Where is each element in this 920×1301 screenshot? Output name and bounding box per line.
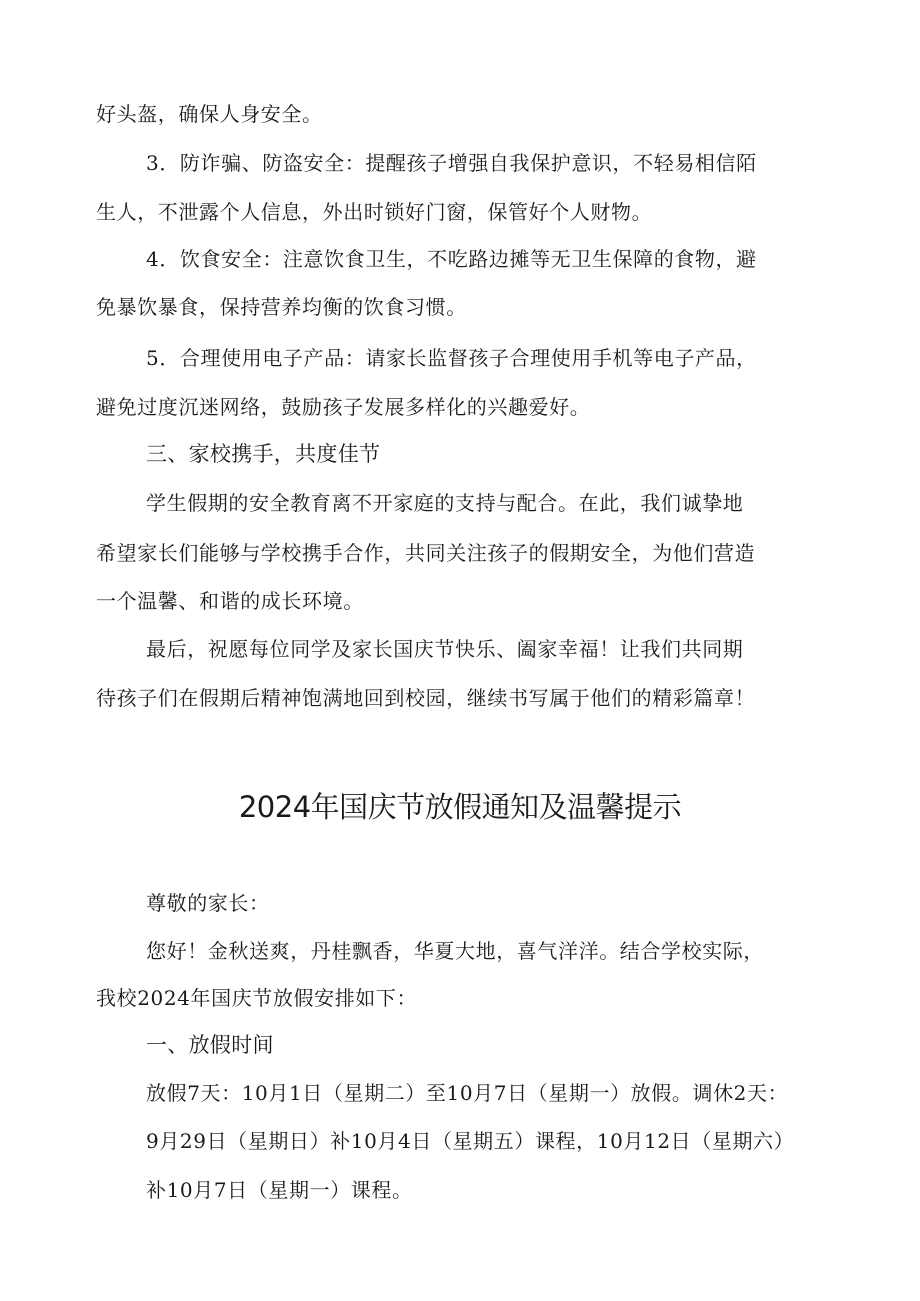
intro-line: 我校2024年国庆节放假安排如下：	[96, 986, 418, 1010]
greeting: 尊敬的家长：	[146, 891, 270, 915]
schedule-line: 放假7天：10月1日（星期二）至10月7日（星期一）放假。调休2天：	[146, 1081, 789, 1105]
paragraph-line: 一个温馨、和谐的成长环境。	[96, 589, 364, 613]
schedule-line: 9月29日（星期日）补10月4日（星期五）课程，10月12日（星期六）	[146, 1129, 795, 1153]
section-heading-holiday-time: 一、放假时间	[146, 1033, 274, 1057]
schedule-line: 补10月7日（星期一）课程。	[146, 1178, 413, 1202]
notice-title: 2024年国庆节放假通知及温馨提示	[238, 790, 682, 824]
safety-tip-line: 避免过度沉迷网络，鼓励孩子发展多样化的兴趣爱好。	[96, 395, 591, 419]
paragraph-line: 最后，祝愿每位同学及家长国庆节快乐、阖家幸福！让我们共同期	[146, 637, 744, 661]
section-heading-home-school: 三、家校携手，共度佳节	[146, 442, 381, 466]
safety-tip-line: 3．防诈骗、防盗安全：提醒孩子增强自我保护意识，不轻易相信陌	[146, 151, 757, 175]
safety-tip-line: 免暴饮暴食，保持营养均衡的饮食习惯。	[96, 295, 467, 319]
intro-line: 您好！金秋送爽，丹桂飘香，华夏大地，喜气洋洋。结合学校实际，	[146, 939, 764, 963]
safety-tip-line: 好头盔，确保人身安全。	[96, 102, 323, 126]
safety-tip-line: 4．饮食安全：注意饮食卫生，不吃路边摊等无卫生保障的食物，避	[146, 247, 757, 271]
paragraph-line: 学生假期的安全教育离不开家庭的支持与配合。在此，我们诚挚地	[146, 491, 744, 515]
paragraph-line: 待孩子们在假期后精神饱满地回到校园，继续书写属于他们的精彩篇章！	[96, 686, 756, 710]
paragraph-line: 希望家长们能够与学校携手合作，共同关注孩子的假期安全，为他们营造	[96, 541, 756, 565]
safety-tip-line: 生人，不泄露个人信息，外出时锁好门窗，保管好个人财物。	[96, 200, 653, 224]
safety-tip-line: 5．合理使用电子产品：请家长监督孩子合理使用手机等电子产品，	[146, 346, 757, 370]
